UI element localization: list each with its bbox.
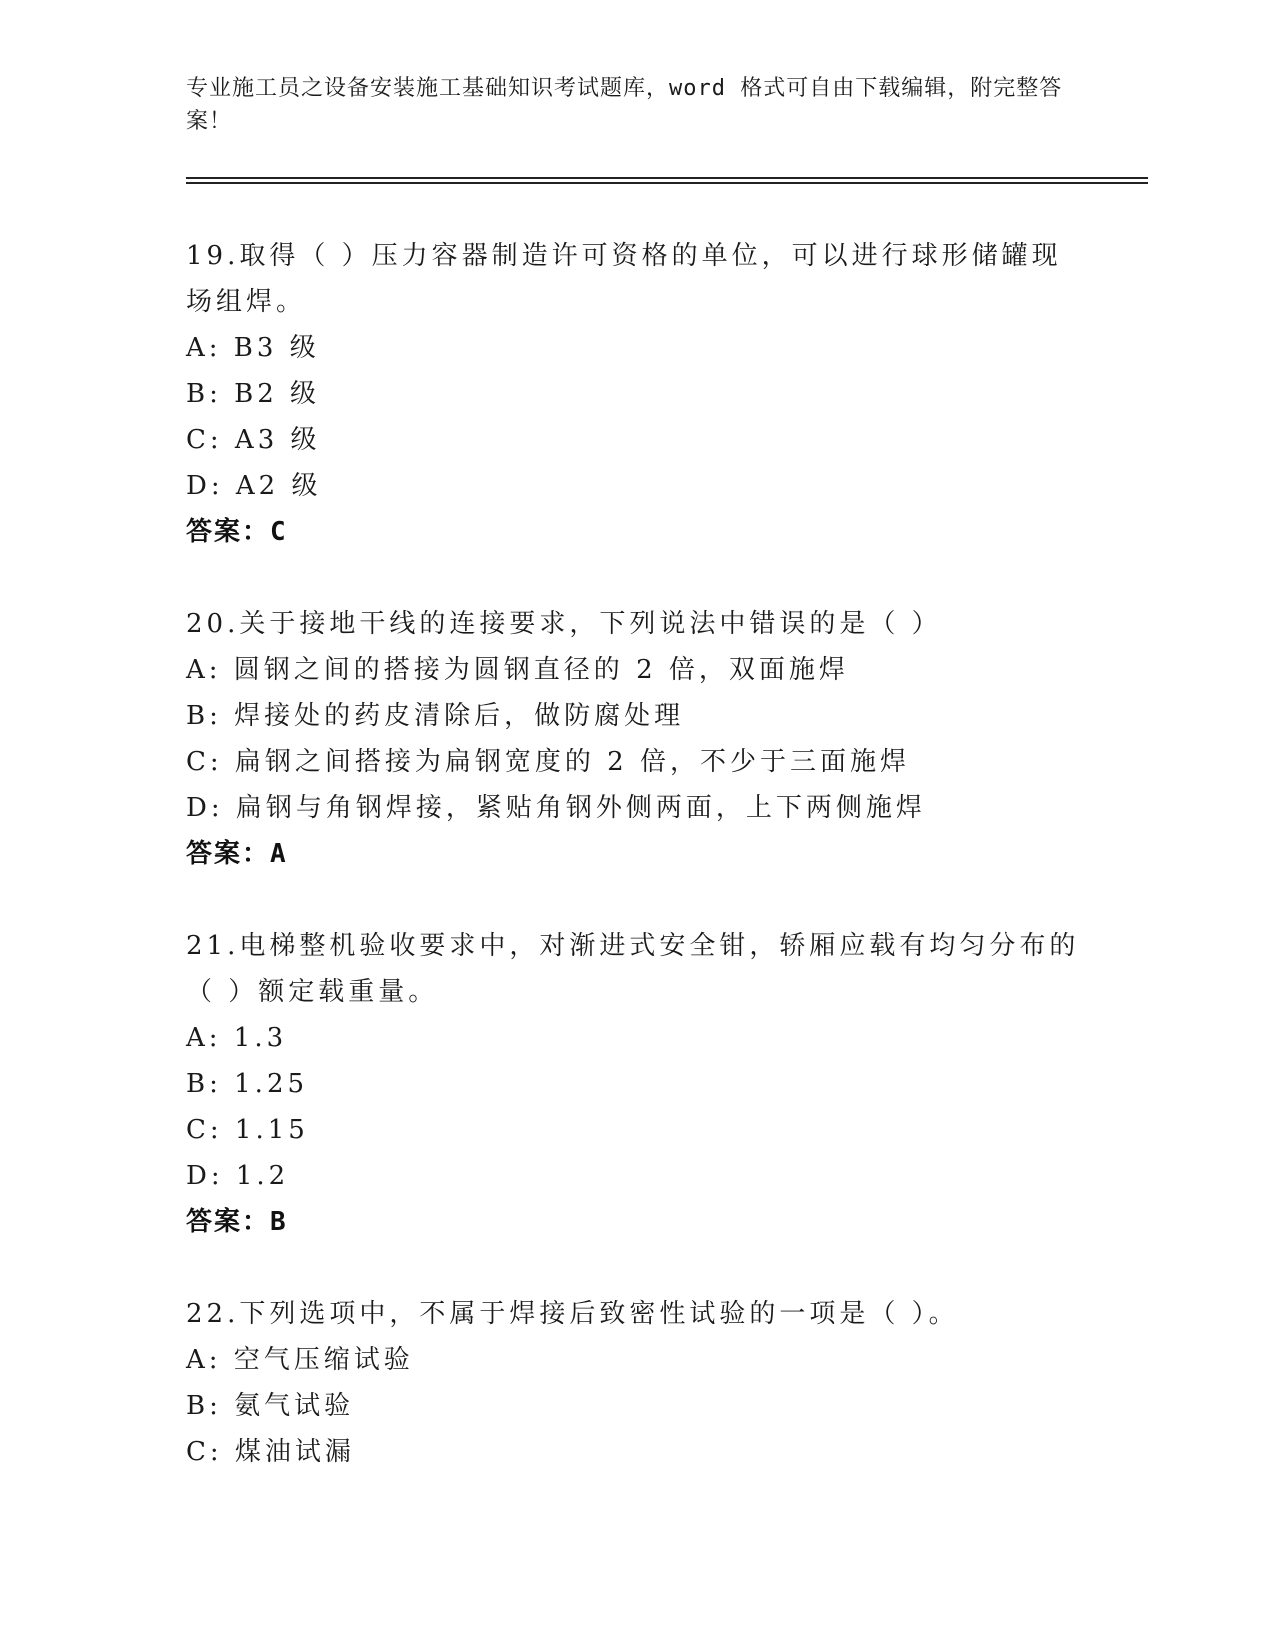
option-c: C: 煤油试漏 xyxy=(186,1437,355,1467)
option-d: D: A2 级 xyxy=(186,471,322,501)
question-stem: 20.关于接地干线的连接要求，下列说法中错误的是（ ） xyxy=(186,609,942,639)
option-c: C: 1.15 xyxy=(186,1115,309,1145)
question-20 xyxy=(186,601,1086,877)
question-stem: 22.下列选项中，不属于焊接后致密性试验的一项是（ ）。 xyxy=(186,1299,959,1329)
answer-label: 答案：B xyxy=(186,1207,288,1237)
option-c: C: A3 级 xyxy=(186,425,321,455)
option-a: A: 1.3 xyxy=(186,1023,288,1053)
question-22 xyxy=(186,1291,1086,1475)
option-b: B: 1.25 xyxy=(186,1069,309,1099)
answer-label: 答案：C xyxy=(186,517,288,547)
option-a: A: B3 级 xyxy=(186,333,320,363)
header-divider-top xyxy=(186,177,1148,179)
question-stem: 21.电梯整机验收要求中，对渐进式安全钳，轿厢应载有均匀分布的（ ）额定载重量。 xyxy=(186,931,1080,1007)
header-divider-bottom xyxy=(186,182,1148,184)
option-d: D: 1.2 xyxy=(186,1161,290,1191)
option-b: B: 氨气试验 xyxy=(186,1391,355,1421)
question-21 xyxy=(186,923,1086,1245)
option-b: B: B2 级 xyxy=(186,379,321,409)
answer-label: 答案：A xyxy=(186,839,288,869)
option-a: A: 圆钢之间的搭接为圆钢直径的 2 倍，双面施焊 xyxy=(186,655,849,685)
option-d: D: 扁钢与角钢焊接，紧贴角钢外侧两面，上下两侧施焊 xyxy=(186,793,926,823)
question-list xyxy=(186,233,1086,1521)
option-b: B: 焊接处的药皮清除后，做防腐处理 xyxy=(186,701,685,731)
document-header-intro: 专业施工员之设备安装施工基础知识考试题库，word 格式可自由下载编辑，附完整答案！ xyxy=(186,76,1063,134)
option-c: C: 扁钢之间搭接为扁钢宽度的 2 倍，不少于三面施焊 xyxy=(186,747,910,777)
option-a: A: 空气压缩试验 xyxy=(186,1345,414,1375)
question-19 xyxy=(186,233,1086,555)
question-stem: 19.取得（ ）压力容器制造许可资格的单位，可以进行球形储罐现场组焊。 xyxy=(186,241,1062,317)
